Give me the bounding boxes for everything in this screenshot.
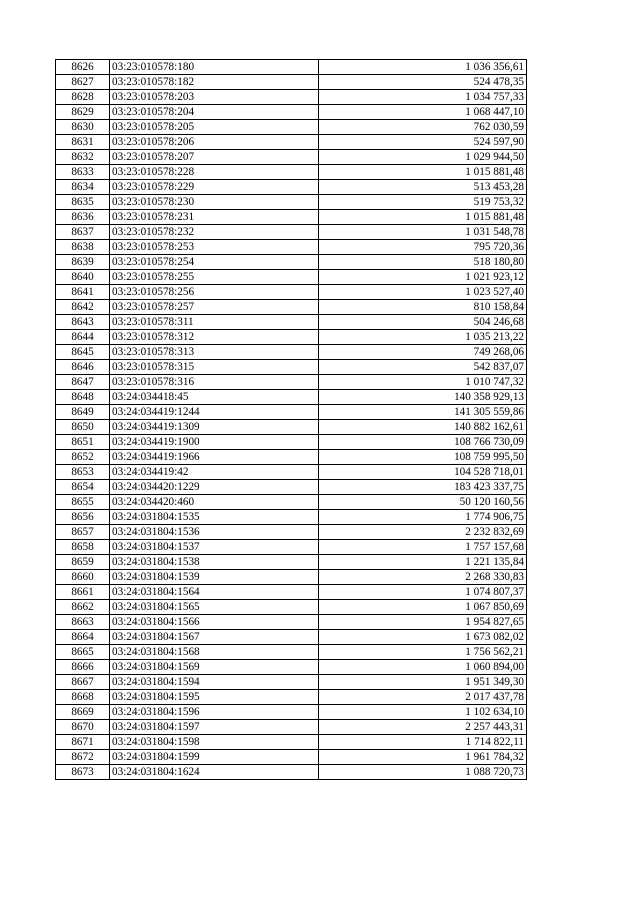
table-row <box>56 645 527 660</box>
table-row <box>56 540 527 555</box>
cadastral-number-cell: 03:23:010578:228 <box>110 165 319 180</box>
row-number-cell: 8627 <box>56 75 110 90</box>
cadastral-value-cell: 1 954 827,65 <box>319 615 527 630</box>
table-row <box>56 285 527 300</box>
row-number-cell: 8628 <box>56 90 110 105</box>
row-number-cell: 8635 <box>56 195 110 210</box>
row-number-cell: 8672 <box>56 750 110 765</box>
row-number-cell: 8664 <box>56 630 110 645</box>
row-number-cell: 8640 <box>56 270 110 285</box>
table-row <box>56 675 527 690</box>
cadastral-value-cell: 1 757 157,68 <box>319 540 527 555</box>
row-number-cell: 8668 <box>56 690 110 705</box>
table-row <box>56 180 527 195</box>
table-row <box>56 615 527 630</box>
row-number-cell: 8629 <box>56 105 110 120</box>
row-number-cell: 8667 <box>56 675 110 690</box>
table-row <box>56 390 527 405</box>
cadastral-number-cell: 03:24:031804:1567 <box>110 630 319 645</box>
cadastral-number-cell: 03:24:034419:1900 <box>110 435 319 450</box>
cadastral-value-cell: 1 756 562,21 <box>319 645 527 660</box>
cadastral-value-cell: 1 068 447,10 <box>319 105 527 120</box>
row-number-cell: 8637 <box>56 225 110 240</box>
table-row <box>56 750 527 765</box>
cadastral-value-cell: 504 246,68 <box>319 315 527 330</box>
row-number-cell: 8657 <box>56 525 110 540</box>
cadastral-value-cell: 2 017 437,78 <box>319 690 527 705</box>
row-number-cell: 8673 <box>56 765 110 780</box>
row-number-cell: 8634 <box>56 180 110 195</box>
cadastral-number-cell: 03:24:031804:1598 <box>110 735 319 750</box>
table-row <box>56 240 527 255</box>
cadastral-number-cell: 03:23:010578:231 <box>110 210 319 225</box>
row-number-cell: 8626 <box>56 60 110 75</box>
row-number-cell: 8646 <box>56 360 110 375</box>
cadastral-number-cell: 03:24:031804:1535 <box>110 510 319 525</box>
row-number-cell: 8654 <box>56 480 110 495</box>
row-number-cell: 8644 <box>56 330 110 345</box>
row-number-cell: 8659 <box>56 555 110 570</box>
table-row <box>56 345 527 360</box>
table-row <box>56 510 527 525</box>
cadastral-value-cell: 1 015 881,48 <box>319 210 527 225</box>
table-row <box>56 375 527 390</box>
table-row <box>56 105 527 120</box>
cadastral-value-cell: 104 528 718,01 <box>319 465 527 480</box>
cadastral-number-cell: 03:23:010578:311 <box>110 315 319 330</box>
cadastral-number-cell: 03:24:031804:1538 <box>110 555 319 570</box>
table-row <box>56 630 527 645</box>
cadastral-number-cell: 03:24:034419:1244 <box>110 405 319 420</box>
table-row <box>56 75 527 90</box>
cadastral-number-cell: 03:24:034419:42 <box>110 465 319 480</box>
cadastral-number-cell: 03:24:031804:1539 <box>110 570 319 585</box>
row-number-cell: 8651 <box>56 435 110 450</box>
cadastral-value-cell: 1 015 881,48 <box>319 165 527 180</box>
cadastral-value-cell: 2 232 832,69 <box>319 525 527 540</box>
cadastral-value-cell: 1 067 850,69 <box>319 600 527 615</box>
cadastral-number-cell: 03:23:010578:206 <box>110 135 319 150</box>
row-number-cell: 8642 <box>56 300 110 315</box>
table-row <box>56 120 527 135</box>
row-number-cell: 8665 <box>56 645 110 660</box>
table-row <box>56 225 527 240</box>
row-number-cell: 8643 <box>56 315 110 330</box>
cadastral-value-cell: 518 180,80 <box>319 255 527 270</box>
cadastral-value-cell: 1 031 548,78 <box>319 225 527 240</box>
row-number-cell: 8645 <box>56 345 110 360</box>
cadastral-number-cell: 03:24:031804:1569 <box>110 660 319 675</box>
table-row <box>56 300 527 315</box>
row-number-cell: 8641 <box>56 285 110 300</box>
cadastral-number-cell: 03:23:010578:315 <box>110 360 319 375</box>
table-row <box>56 435 527 450</box>
table-row <box>56 210 527 225</box>
table-row <box>56 360 527 375</box>
cadastral-value-cell: 1 036 356,61 <box>319 60 527 75</box>
cadastral-number-cell: 03:23:010578:203 <box>110 90 319 105</box>
cadastral-value-cell: 1 102 634,10 <box>319 705 527 720</box>
table-row <box>56 405 527 420</box>
cadastral-number-cell: 03:24:034419:1966 <box>110 450 319 465</box>
row-number-cell: 8661 <box>56 585 110 600</box>
cadastral-number-cell: 03:24:031804:1537 <box>110 540 319 555</box>
cadastral-number-cell: 03:24:034418:45 <box>110 390 319 405</box>
cadastral-value-cell: 1 010 747,32 <box>319 375 527 390</box>
table-row <box>56 480 527 495</box>
cadastral-value-cell: 1 673 082,02 <box>319 630 527 645</box>
cadastral-number-cell: 03:23:010578:205 <box>110 120 319 135</box>
table-row <box>56 195 527 210</box>
row-number-cell: 8653 <box>56 465 110 480</box>
cadastral-number-cell: 03:23:010578:253 <box>110 240 319 255</box>
cadastral-number-cell: 03:24:031804:1599 <box>110 750 319 765</box>
row-number-cell: 8652 <box>56 450 110 465</box>
row-number-cell: 8633 <box>56 165 110 180</box>
table-row <box>56 600 527 615</box>
cadastral-value-cell: 1 088 720,73 <box>319 765 527 780</box>
cadastral-number-cell: 03:23:010578:207 <box>110 150 319 165</box>
table-row <box>56 255 527 270</box>
table-row <box>56 555 527 570</box>
cadastral-number-cell: 03:24:034420:1229 <box>110 480 319 495</box>
table-row <box>56 690 527 705</box>
table-row <box>56 150 527 165</box>
table-row <box>56 720 527 735</box>
cadastral-value-cell: 810 158,84 <box>319 300 527 315</box>
cadastral-number-cell: 03:23:010578:230 <box>110 195 319 210</box>
cadastral-number-cell: 03:24:031804:1596 <box>110 705 319 720</box>
cadastral-value-cell: 50 120 160,56 <box>319 495 527 510</box>
table-row <box>56 420 527 435</box>
cadastral-value-cell: 1 023 527,40 <box>319 285 527 300</box>
row-number-cell: 8636 <box>56 210 110 225</box>
cadastral-number-cell: 03:24:031804:1564 <box>110 585 319 600</box>
row-number-cell: 8650 <box>56 420 110 435</box>
row-number-cell: 8662 <box>56 600 110 615</box>
cadastral-number-cell: 03:23:010578:255 <box>110 270 319 285</box>
row-number-cell: 8656 <box>56 510 110 525</box>
table-row <box>56 570 527 585</box>
cadastral-value-table <box>55 59 527 780</box>
row-number-cell: 8669 <box>56 705 110 720</box>
cadastral-value-cell: 524 597,90 <box>319 135 527 150</box>
cadastral-value-cell: 1 221 135,84 <box>319 555 527 570</box>
row-number-cell: 8663 <box>56 615 110 630</box>
table-row <box>56 135 527 150</box>
cadastral-value-cell: 1 714 822,11 <box>319 735 527 750</box>
cadastral-number-cell: 03:23:010578:313 <box>110 345 319 360</box>
table-row <box>56 735 527 750</box>
row-number-cell: 8648 <box>56 390 110 405</box>
table-row <box>56 60 527 75</box>
cadastral-value-cell: 1 029 944,50 <box>319 150 527 165</box>
row-number-cell: 8655 <box>56 495 110 510</box>
row-number-cell: 8666 <box>56 660 110 675</box>
row-number-cell: 8632 <box>56 150 110 165</box>
cadastral-number-cell: 03:23:010578:257 <box>110 300 319 315</box>
cadastral-value-cell: 1 961 784,32 <box>319 750 527 765</box>
row-number-cell: 8658 <box>56 540 110 555</box>
row-number-cell: 8670 <box>56 720 110 735</box>
table-row <box>56 660 527 675</box>
cadastral-number-cell: 03:23:010578:182 <box>110 75 319 90</box>
table-row <box>56 90 527 105</box>
table-row <box>56 270 527 285</box>
cadastral-number-cell: 03:24:034419:1309 <box>110 420 319 435</box>
cadastral-number-cell: 03:24:031804:1595 <box>110 690 319 705</box>
row-number-cell: 8638 <box>56 240 110 255</box>
cadastral-number-cell: 03:23:010578:254 <box>110 255 319 270</box>
cadastral-number-cell: 03:23:010578:204 <box>110 105 319 120</box>
cadastral-value-cell: 749 268,06 <box>319 345 527 360</box>
cadastral-number-cell: 03:24:031804:1536 <box>110 525 319 540</box>
cadastral-value-cell: 524 478,35 <box>319 75 527 90</box>
table-row <box>56 585 527 600</box>
cadastral-number-cell: 03:23:010578:312 <box>110 330 319 345</box>
row-number-cell: 8647 <box>56 375 110 390</box>
table-row <box>56 765 527 780</box>
cadastral-number-cell: 03:23:010578:256 <box>110 285 319 300</box>
table-row <box>56 525 527 540</box>
cadastral-number-cell: 03:23:010578:229 <box>110 180 319 195</box>
cadastral-number-cell: 03:24:034420:460 <box>110 495 319 510</box>
cadastral-value-cell: 108 759 995,50 <box>319 450 527 465</box>
cadastral-value-cell: 140 882 162,61 <box>319 420 527 435</box>
cadastral-number-cell: 03:23:010578:316 <box>110 375 319 390</box>
cadastral-value-cell: 140 358 929,13 <box>319 390 527 405</box>
table-row <box>56 705 527 720</box>
cadastral-value-cell: 1 774 906,75 <box>319 510 527 525</box>
table-body <box>56 60 527 780</box>
cadastral-value-cell: 141 305 559,86 <box>319 405 527 420</box>
cadastral-number-cell: 03:24:031804:1624 <box>110 765 319 780</box>
cadastral-number-cell: 03:24:031804:1566 <box>110 615 319 630</box>
cadastral-value-cell: 1 021 923,12 <box>319 270 527 285</box>
row-number-cell: 8660 <box>56 570 110 585</box>
row-number-cell: 8630 <box>56 120 110 135</box>
cadastral-value-cell: 183 423 337,75 <box>319 480 527 495</box>
cadastral-value-cell: 1 074 807,37 <box>319 585 527 600</box>
cadastral-value-cell: 513 453,28 <box>319 180 527 195</box>
cadastral-value-cell: 795 720,36 <box>319 240 527 255</box>
cadastral-number-cell: 03:24:031804:1597 <box>110 720 319 735</box>
cadastral-value-cell: 2 257 443,31 <box>319 720 527 735</box>
cadastral-value-cell: 542 837,07 <box>319 360 527 375</box>
cadastral-value-cell: 519 753,32 <box>319 195 527 210</box>
cadastral-number-cell: 03:24:031804:1568 <box>110 645 319 660</box>
table-row <box>56 465 527 480</box>
cadastral-number-cell: 03:24:031804:1565 <box>110 600 319 615</box>
cadastral-number-cell: 03:23:010578:180 <box>110 60 319 75</box>
cadastral-number-cell: 03:24:031804:1594 <box>110 675 319 690</box>
cadastral-value-cell: 1 951 349,30 <box>319 675 527 690</box>
cadastral-value-cell: 1 060 894,00 <box>319 660 527 675</box>
table-row <box>56 330 527 345</box>
table-row <box>56 315 527 330</box>
cadastral-value-cell: 2 268 330,83 <box>319 570 527 585</box>
table-row <box>56 495 527 510</box>
row-number-cell: 8671 <box>56 735 110 750</box>
row-number-cell: 8631 <box>56 135 110 150</box>
cadastral-value-cell: 1 035 213,22 <box>319 330 527 345</box>
cadastral-value-cell: 108 766 730,09 <box>319 435 527 450</box>
cadastral-value-cell: 762 030,59 <box>319 120 527 135</box>
table-row <box>56 450 527 465</box>
table-row <box>56 165 527 180</box>
cadastral-value-cell: 1 034 757,33 <box>319 90 527 105</box>
row-number-cell: 8639 <box>56 255 110 270</box>
cadastral-number-cell: 03:23:010578:232 <box>110 225 319 240</box>
row-number-cell: 8649 <box>56 405 110 420</box>
